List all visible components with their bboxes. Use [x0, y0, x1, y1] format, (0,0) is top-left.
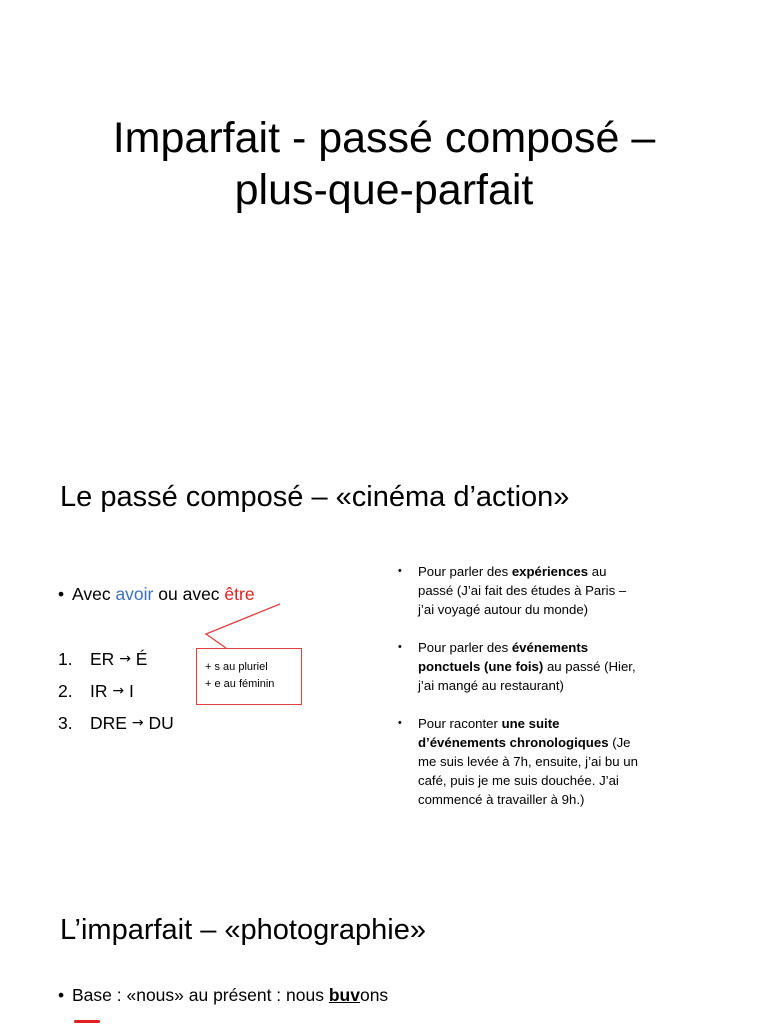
- callout-box: [196, 648, 302, 705]
- use-text: au passé (Hier, j’ai mangé au restaurant): [418, 659, 636, 693]
- slide-title-line2: plus-que-parfait: [234, 166, 534, 214]
- arrow-right-icon: →: [131, 715, 144, 731]
- base-suffix: ons: [359, 985, 389, 1005]
- ending-number: 2.: [58, 681, 73, 701]
- ending-from: ER: [90, 649, 115, 669]
- slide-title-line1: Imparfait - passé composé –: [112, 114, 656, 162]
- bullet-icon: •: [398, 641, 402, 653]
- use-bold: une suite d’événements chronologiques: [418, 716, 609, 750]
- base-prefix: Base : «nous» au présent : nous: [72, 985, 329, 1005]
- callout-line2: + e au féminin: [205, 678, 275, 690]
- ending-to: I: [128, 681, 134, 701]
- use-text: Pour raconter: [418, 716, 502, 731]
- ending-row: [58, 643, 174, 675]
- bullet-icon: •: [58, 584, 65, 604]
- callout-pointer: [200, 600, 290, 650]
- ending-number: 1.: [58, 649, 73, 669]
- use-item: [398, 714, 638, 809]
- cut-off-red-text: [74, 1016, 100, 1024]
- use-item: [398, 638, 638, 695]
- ending-from: DRE: [90, 713, 127, 733]
- imparfait-heading: L’imparfait – «photographie»: [60, 914, 426, 946]
- bullet-icon: •: [58, 985, 65, 1005]
- avoir-word: avoir: [115, 584, 154, 604]
- bullet-icon: •: [398, 565, 402, 577]
- use-text: au passé (J’ai fait des études à Paris – j’ai voyagé autour du monde): [418, 564, 627, 617]
- ending-to: DU: [148, 713, 174, 733]
- ending-from: IR: [90, 681, 108, 701]
- ending-to: É: [135, 649, 148, 669]
- base-bullet: [58, 983, 388, 1007]
- auxiliary-middle: ou avec: [153, 584, 225, 604]
- use-item: [398, 562, 638, 619]
- uses-list: [398, 562, 638, 828]
- base-stem: buv: [328, 985, 360, 1005]
- auxiliary-prefix: Avec: [72, 584, 116, 604]
- arrow-right-icon: →: [112, 683, 125, 699]
- use-text: (Je me suis levée à 7h, ensuite, j’ai bu un café, puis je me suis douchée. J’ai commencé à travailler à 9h.): [418, 735, 638, 807]
- callout-line1: + s au pluriel: [205, 661, 268, 673]
- ending-row: [58, 675, 174, 707]
- bullet-icon: •: [398, 717, 402, 729]
- use-bold: événements ponctuels (une fois): [418, 640, 589, 674]
- ending-number: 3.: [58, 713, 73, 733]
- slide-title: [0, 112, 768, 216]
- use-bold: expériences: [511, 564, 589, 579]
- endings-list: [58, 643, 174, 739]
- passe-compose-heading: Le passé composé – «cinéma d’action»: [60, 481, 570, 513]
- ending-row: [58, 707, 174, 739]
- use-text: Pour parler des: [418, 640, 512, 655]
- etre-word: être: [224, 584, 255, 604]
- use-text: Pour parler des: [418, 564, 512, 579]
- arrow-right-icon: →: [119, 651, 131, 667]
